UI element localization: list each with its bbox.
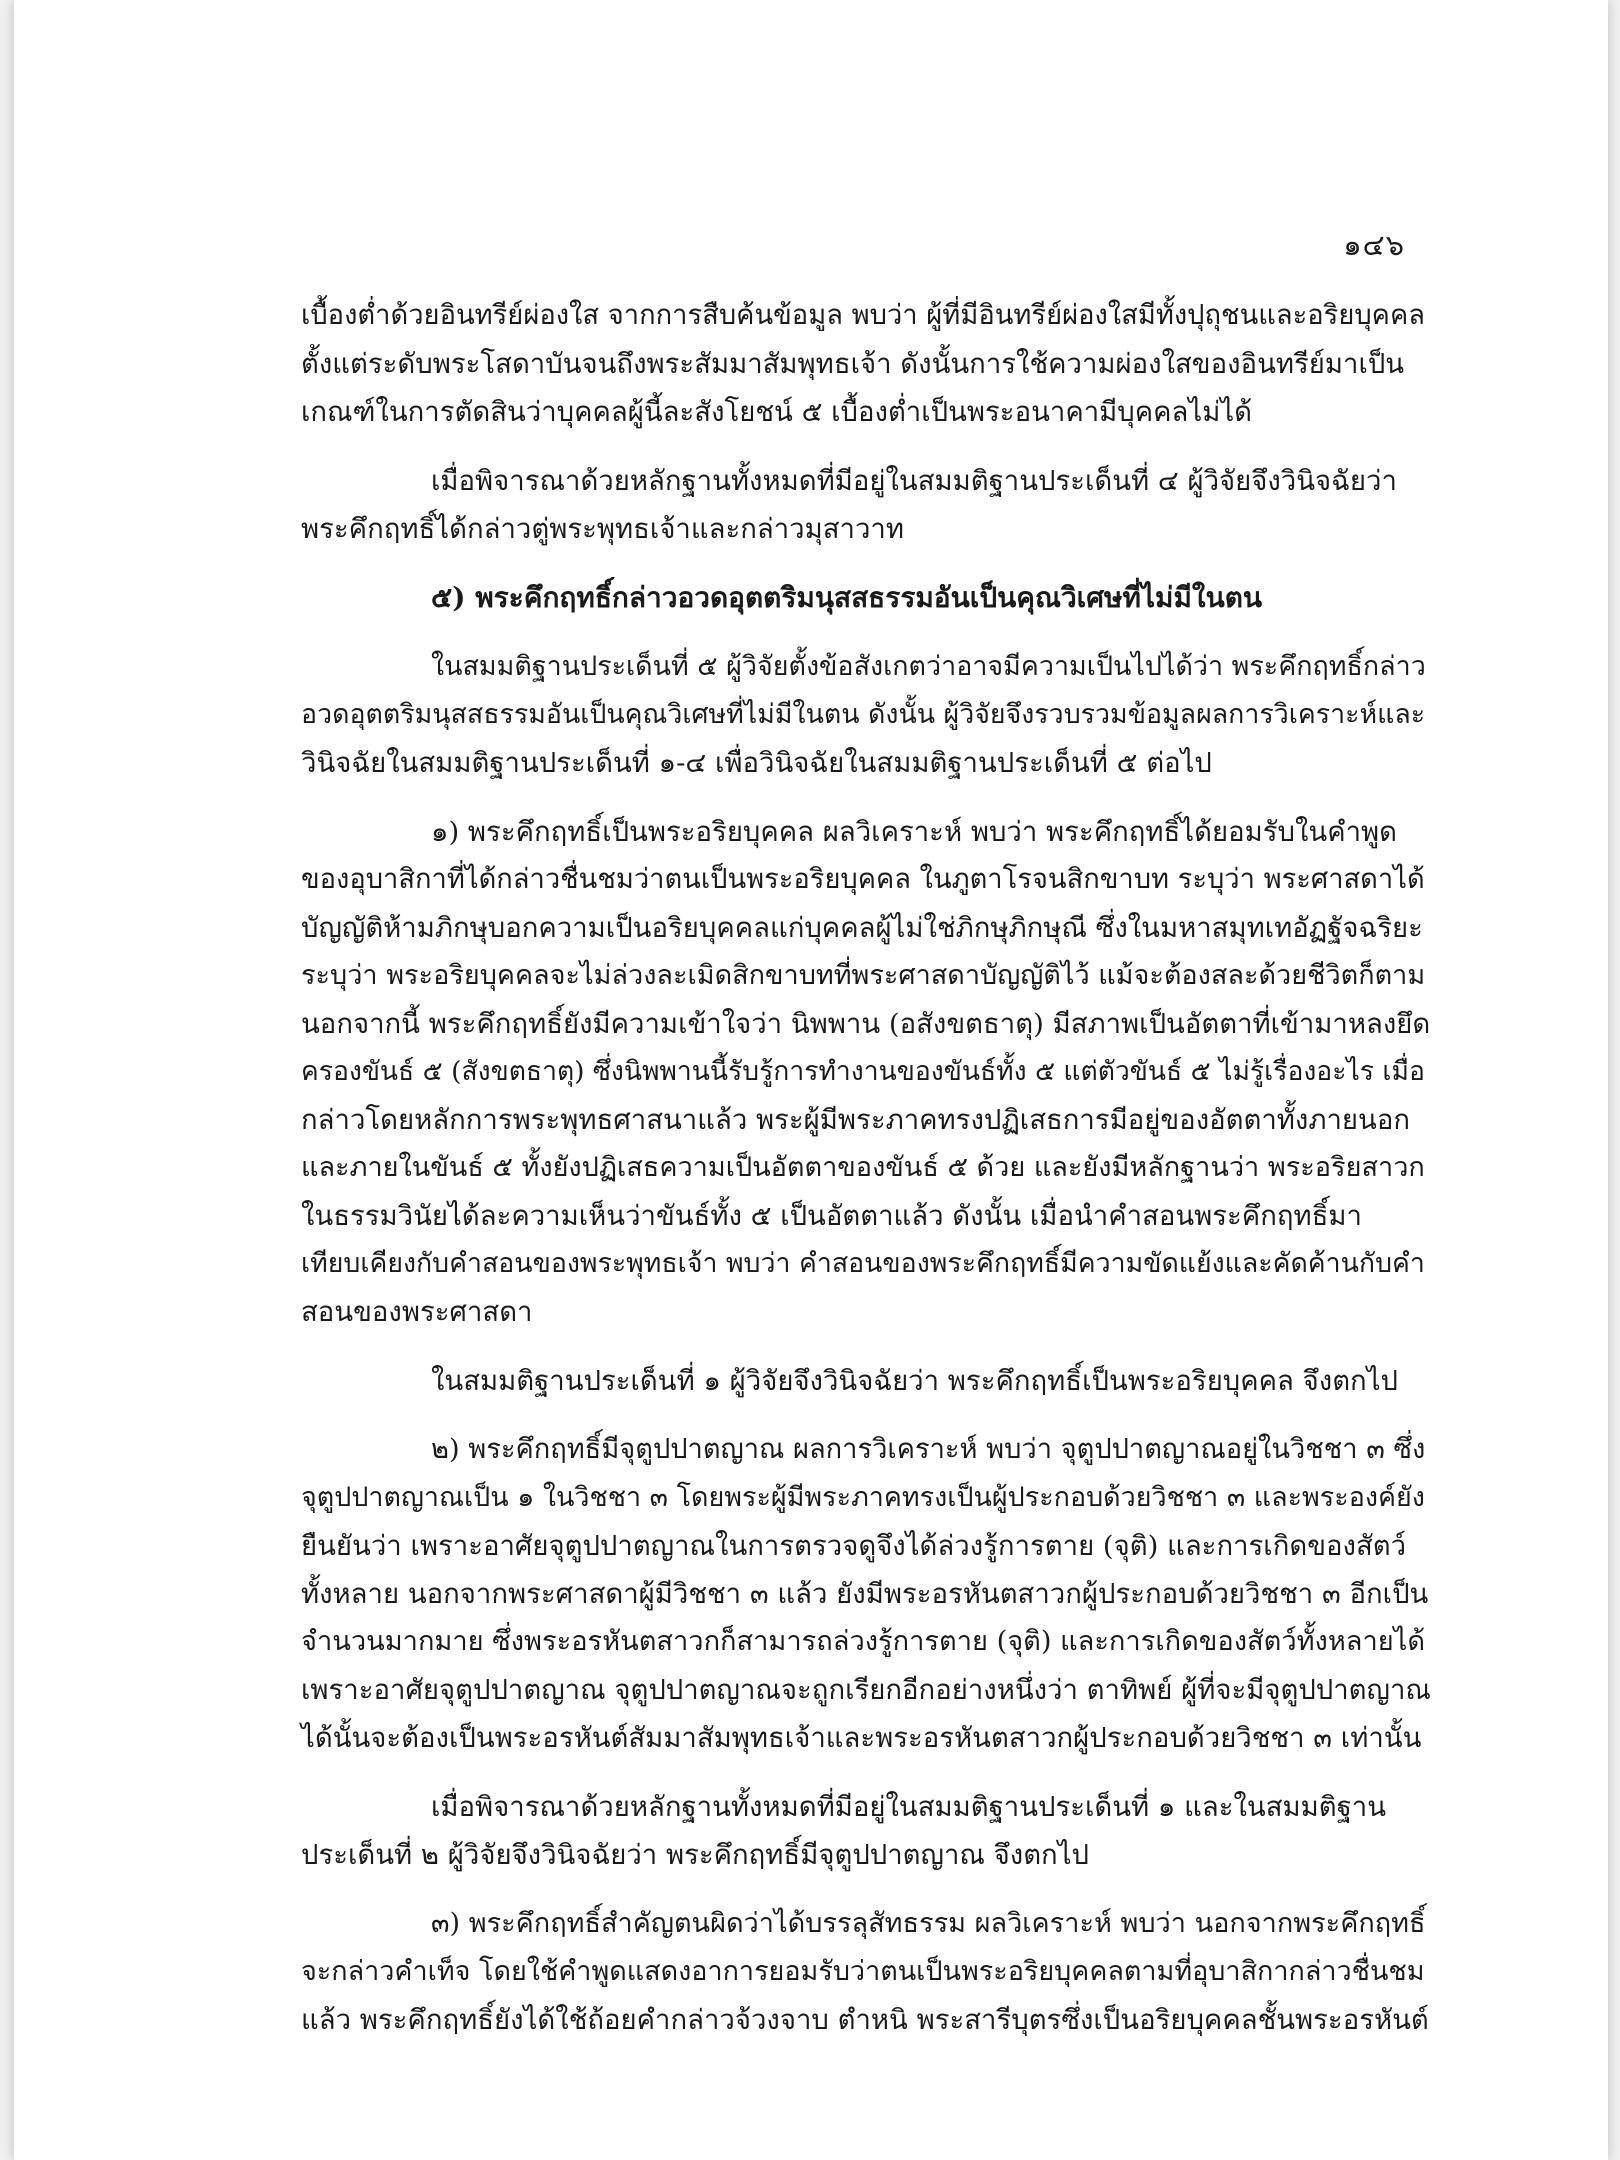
text-line: ๑) พระคึกฤทธิ์เป็นพระอริยบุคคล ผลวิเคราะห์ พบว่า พระคึกฤทธิ์ได้ยอมรับในคำพูด: [431, 816, 1398, 848]
text-line: เบื้องต่ำด้วยอินทรีย์ผ่องใส จากการสืบค้นข้อมูล พบว่า ผู้ที่มีอินทรีย์ผ่องใสมีทั้งปุถุชนและอริยบุคคล: [301, 300, 1425, 331]
text-line: จำนวนมากมาย ซึ่งพระอรหันตสาวกก็สามารถล่วงรู้การตาย (จุติ) และการเกิดของสัตว์ทั้งหลายได้: [301, 1626, 1426, 1657]
text-line: พระคึกฤทธิ์ได้กล่าวตู่พระพุทธเจ้าและกล่าวมุสาวาท: [301, 513, 904, 545]
text-line: ประเด็นที่ ๒ ผู้วิจัยจึงวินิจฉัยว่า พระคึกฤทธิ์มีจุตูปปาตญาณ จึงตกไป: [301, 1839, 1089, 1871]
text-line: ในสมมติฐานประเด็นที่ ๑ ผู้วิจัยจึงวินิจฉัยว่า พระคึกฤทธิ์เป็นพระอริยบุคคล จึงตกไป: [431, 1365, 1398, 1397]
text-line: แล้ว พระคึกฤทธิ์ยังได้ใช้ถ้อยคำกล่าวจ้วงจาบ ตำหนิ พระสารีบุตรซึ่งเป็นอริยบุคคลชั้นพระอรหันต์: [301, 2004, 1429, 2036]
text-line: ๓) พระคึกฤทธิ์สำคัญตนผิดว่าได้บรรลุสัทธรรม ผลวิเคราะห์ พบว่า นอกจากพระคึกฤทธิ์: [431, 1908, 1426, 1939]
paragraph: [301, 1783, 1431, 1879]
paragraph: [301, 1426, 1431, 1762]
text-line: ของอุบาสิกาที่ได้กล่าวชื่นชมว่าตนเป็นพระอริยบุคคล ในภูตาโรจนสิกขาบท ระบุว่า พระศาสดาได้: [301, 864, 1425, 895]
text-line: วินิจฉัยในสมมติฐานประเด็นที่ ๑-๔ เพื่อวินิจฉัยในสมมติฐานประเด็นที่ ๕ ต่อไป: [301, 747, 1212, 779]
text-line: กล่าวโดยหลักการพระพุทธศาสนาแล้ว พระผู้มีพระภาคทรงปฏิเสธการมีอยู่ของอัตตาทั้งภายนอก: [301, 1104, 1411, 1136]
document-body: [301, 292, 1431, 2065]
text-line: และภายในขันธ์ ๕ ทั้งยังปฏิเสธความเป็นอัตตาของขันธ์ ๕ ด้วย และยังมีหลักฐานว่า พระอริยสาวก: [301, 1152, 1425, 1183]
paragraph: [301, 457, 1431, 553]
text-line: ยืนยันว่า เพราะอาศัยจุตูปปาตญาณในการตรวจดูจึงได้ล่วงรู้การตาย (จุติ) และการเกิดของสัตว์: [301, 1530, 1407, 1562]
section-heading: ๕) พระคึกฤทธิ์กล่าวอวดอุตตริมนุสสธรรมอันเป็นคุณวิเศษที่ไม่มีในตน: [431, 581, 1263, 614]
text-line: จะกล่าวคำเท็จ โดยใช้คำพูดแสดงอาการยอมรับว่าตนเป็นพระอริยบุคคลตามที่อุบาสิกากล่าวชื่นชม: [301, 1956, 1425, 1987]
text-line: ได้นั้นจะต้องเป็นพระอรหันต์สัมมาสัมพุทธเจ้าและพระอรหันตสาวกผู้ประกอบด้วยวิชชา ๓ เท่านั้น: [301, 1722, 1422, 1754]
text-line: เกณฑ์ในการตัดสินว่าบุคคลผู้นี้ละสังโยชน์ ๕ เบื้องต่ำเป็นพระอนาคามีบุคคลไม่ได้: [301, 396, 1253, 428]
text-line: เทียบเคียงกับคำสอนของพระพุทธเจ้า พบว่า คำสอนของพระคึกฤทธิ์มีความขัดแย้งและคัดค้านกับคำ: [301, 1248, 1425, 1279]
paragraph: [301, 1900, 1431, 2044]
text-line: นอกจากนี้ พระคึกฤทธิ์ยังมีความเข้าใจว่า นิพพาน (อสังขตธาตุ) มีสภาพเป็นอัตตาที่เข้ามาหลงยึด: [301, 1008, 1431, 1040]
text-line: ตั้งแต่ระดับพระโสดาบันจนถึงพระสัมมาสัมพุทธเจ้า ดังนั้นการใช้ความผ่องใสของอินทรีย์มาเป็น: [301, 348, 1405, 380]
text-line: เมื่อพิจารณาด้วยหลักฐานทั้งหมดที่มีอยู่ในสมมติฐานประเด็นที่ ๔ ผู้วิจัยจึงวินิจฉัยว่า: [431, 465, 1397, 497]
text-line: จุตูปปาตญาณเป็น ๑ ในวิชชา ๓ โดยพระผู้มีพระภาคทรงเป็นผู้ประกอบด้วยวิชชา ๓ และพระองค์ยัง: [301, 1482, 1425, 1513]
text-line: เพราะอาศัยจุตูปปาตญาณ จุตูปปาตญาณจะถูกเรียกอีกอย่างหนึ่งว่า ตาทิพย์ ผู้ที่จะมีจุตูปปาตญาณ: [301, 1674, 1431, 1706]
text-line: อวดอุตตริมนุสสธรรมอันเป็นคุณวิเศษที่ไม่มีในตน ดังนั้น ผู้วิจัยจึงรวบรวมข้อมูลผลการวิเคราะห์และ: [301, 699, 1426, 730]
text-line: ๒) พระคึกฤทธิ์มีจุตูปปาตญาณ ผลการวิเคราะห์ พบว่า จุตูปปาตญาณอยู่ในวิชชา ๓ ซึ่ง: [431, 1434, 1426, 1465]
paragraph: [301, 808, 1431, 1336]
text-line: ระบุว่า พระอริยบุคคลจะไม่ล่วงละเมิดสิกขาบทที่พระศาสดาบัญญัติไว้ แม้จะต้องสละด้วยชีวิตก็ตาม: [301, 960, 1426, 991]
paragraph: [301, 292, 1431, 436]
text-line: เมื่อพิจารณาด้วยหลักฐานทั้งหมดที่มีอยู่ในสมมติฐานประเด็นที่ ๑ และในสมมติฐาน: [431, 1791, 1387, 1823]
text-line: ในธรรมวินัยได้ละความเห็นว่าขันธ์ทั้ง ๕ เป็นอัตตาแล้ว ดังนั้น เมื่อนำคำสอนพระคึกฤทธิ์มา: [301, 1200, 1362, 1232]
text-line: ครองขันธ์ ๕ (สังขตธาตุ) ซึ่งนิพพานนี้รับรู้การทำงานของขันธ์ทั้ง ๕ แต่ตัวขันธ์ ๕ ไม่รู้เรื่องอะไร เมื่อ: [301, 1056, 1425, 1087]
text-line: ในสมมติฐานประเด็นที่ ๕ ผู้วิจัยตั้งข้อสังเกตว่าอาจมีความเป็นไปได้ว่า พระคึกฤทธิ์กล่าว: [431, 651, 1426, 682]
text-line: บัญญัติห้ามภิกษุบอกความเป็นอริยบุคคลแก่บุคคลผู้ไม่ใช่ภิกษุภิกษุณี ซึ่งในมหาสมุทเทอัฏฐัจฉริยะ: [301, 912, 1423, 944]
document-page: [14, 0, 1608, 2160]
paragraph: [301, 643, 1431, 787]
text-line: ทั้งหลาย นอกจากพระศาสดาผู้มีวิชชา ๓ แล้ว ยังมีพระอรหันตสาวกผู้ประกอบด้วยวิชชา ๓ อีกเป็น: [301, 1578, 1429, 1610]
paragraph: [301, 1357, 1431, 1405]
page-number: ๑๔๖: [1343, 228, 1405, 262]
text-line: สอนของพระศาสดา: [301, 1296, 533, 1328]
